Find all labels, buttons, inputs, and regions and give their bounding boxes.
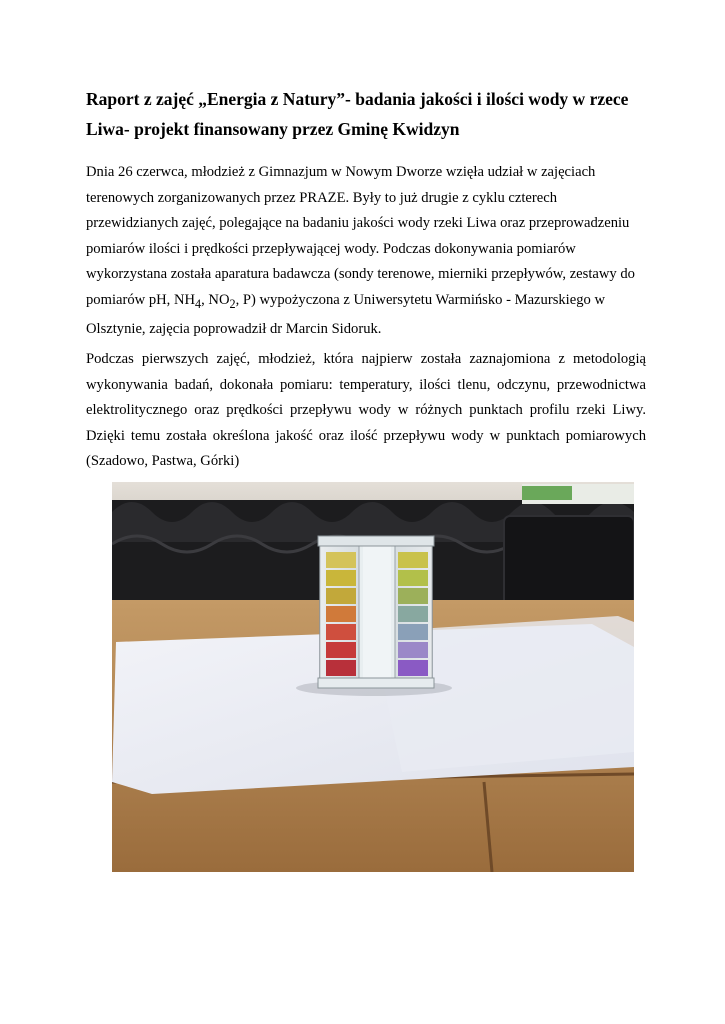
water-test-comparator	[318, 536, 434, 688]
right-color-scale	[398, 552, 428, 676]
paragraph-intro-text-2: , NO	[201, 291, 230, 308]
left-scale-swatch	[326, 570, 356, 586]
left-color-scale	[326, 552, 356, 676]
right-scale-swatch	[398, 552, 428, 568]
report-title: Raport z zajęć „Energia z Natury”- badania jakości i ilości wody w rzece Liwa- projekt finansowany przez Gminę Kwidzyn	[86, 89, 629, 139]
no-subscript: 2	[229, 296, 236, 311]
right-scale-swatch	[398, 588, 428, 604]
nh-subscript: 4	[195, 296, 202, 311]
paragraph-intro-text-3: , P) wypożyczona z Uniwersytetu Warmińsko - Mazurskiego w Olsztynie, zajęcia poprowadził dr Marcin Sidoruk.	[86, 291, 605, 337]
right-scale-swatch	[398, 624, 428, 640]
left-scale-swatch	[326, 660, 356, 676]
right-scale-swatch	[398, 660, 428, 676]
left-scale-swatch	[326, 606, 356, 622]
left-scale-swatch	[326, 642, 356, 658]
paragraph-intro-text-1: Dnia 26 czerwca, młodzież z Gimnazjum w Nowym Dworze wzięła udział w zajęciach terenowych zorganizowanych przez PRAZE. Były to już drugie z cyklu czterech przewidzianych zajęć, polegające na badaniu jakości wody rzeki Liwa oraz przeprowadzeniu pomiarów ilości i prędkości przepływającej wody. Podczas dokonywania pomiarów wykorzystana została aparatura badawcza (sondy terenowe, mierniki przepływów, zestawy do pomiarów pH, NH	[86, 164, 635, 308]
paragraph-first-classes: Podczas pierwszych zajęć, młodzież, która najpierw została zaznajomiona z metodologią wykonywania badań, dokonała pomiaru: temperatury, ilości tlenu, odczynu, przewodnictwa elektrolitycznego oraz prędkości przepływu wody w różnych punktach profilu rzeki Liwy. Dzięki temu została określona jakość oraz ilość przepływu wody w punktach pomiarowych (Szadowo, Pastwa, Górki)	[86, 351, 646, 469]
paragraph-intro	[86, 160, 646, 342]
right-scale-swatch	[398, 606, 428, 622]
water-test-photo	[112, 482, 634, 872]
left-scale-swatch	[326, 588, 356, 604]
right-scale-swatch	[398, 570, 428, 586]
left-scale-swatch	[326, 552, 356, 568]
left-scale-swatch	[326, 624, 356, 640]
right-scale-swatch	[398, 642, 428, 658]
